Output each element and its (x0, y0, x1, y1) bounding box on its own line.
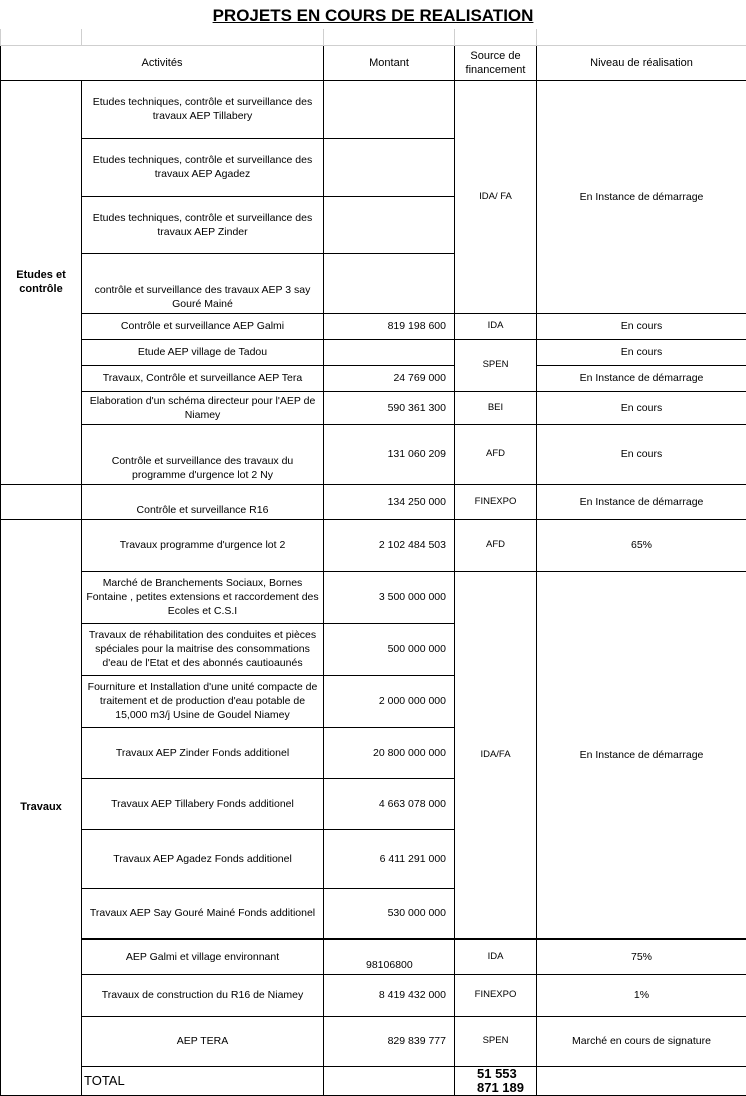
header-activites: Activités (1, 45, 324, 80)
amount-cell (324, 196, 455, 253)
status-cell: En cours (537, 391, 746, 424)
table-row (1, 519, 746, 571)
source-cell: IDA/ FA (455, 80, 537, 313)
activity-cell: AEP TERA (82, 1016, 324, 1066)
activity-cell: Etudes techniques, contrôle et surveillance des travaux AEP Agadez (82, 138, 324, 196)
amount-cell: 819 198 600 (324, 313, 455, 339)
activity-cell: Travaux AEP Zinder Fonds additionel (82, 727, 324, 778)
status-cell: En cours (537, 313, 746, 339)
activity-cell: Contrôle et surveillance R16 (82, 484, 324, 519)
activity-cell: Travaux programme d'urgence lot 2 (82, 519, 324, 571)
page-title: PROJETS EN COURS DE REALISATION (0, 0, 746, 30)
status-cell: En cours (537, 339, 746, 365)
activity-cell: Travaux AEP Tillabery Fonds additionel (82, 778, 324, 829)
table-row (1, 365, 746, 391)
projects-table (0, 29, 746, 1096)
group-travaux: Travaux (1, 519, 82, 1095)
status-cell: En Instance de démarrage (537, 484, 746, 519)
source-cell: SPEN (455, 339, 537, 391)
amount-cell: 590 361 300 (324, 391, 455, 424)
source-cell: IDA (455, 313, 537, 339)
activity-cell: Travaux AEP Say Gouré Mainé Fonds additionel (82, 888, 324, 939)
total-amount: 51 553 871 189 (455, 1066, 537, 1095)
activity-cell: Contrôle et surveillance AEP Galmi (82, 313, 324, 339)
table-row (1, 80, 746, 138)
status-cell: 65% (537, 519, 746, 571)
amount-cell: 2 102 484 503 (324, 519, 455, 571)
header-source: Source de financement (455, 45, 537, 80)
amount-cell: 8 419 432 000 (324, 974, 455, 1016)
activity-cell: Travaux AEP Agadez Fonds additionel (82, 829, 324, 888)
amount-cell: 131 060 209 (324, 424, 455, 484)
source-cell: IDA/FA (455, 571, 537, 939)
total-label: TOTAL (82, 1066, 324, 1095)
source-cell: AFD (455, 424, 537, 484)
amount-cell: 24 769 000 (324, 365, 455, 391)
amount-cell: 4 663 078 000 (324, 778, 455, 829)
amount-cell (324, 138, 455, 196)
total-row (1, 1066, 746, 1095)
activity-cell: AEP Galmi et village environnant (82, 939, 324, 974)
grid-strip (1, 29, 746, 45)
activity-cell: Travaux, Contrôle et surveillance AEP Tera (82, 365, 324, 391)
activity-cell: Etude AEP village de Tadou (82, 339, 324, 365)
activity-cell: Travaux de réhabilitation des conduites et pièces spéciales pour la maitrise des consommations d'eau de l'Etat et des abonnés cautioaunés (82, 623, 324, 675)
activity-cell: Etudes techniques, contrôle et surveillance des travaux AEP Tillabery (82, 80, 324, 138)
table-row (1, 939, 746, 974)
source-cell: FINEXPO (455, 484, 537, 519)
table-row (1, 974, 746, 1016)
status-cell: En Instance de démarrage (537, 571, 746, 939)
amount-cell: 3 500 000 000 (324, 571, 455, 623)
table-row (1, 484, 746, 519)
amount-cell: 500 000 000 (324, 623, 455, 675)
status-cell: 75% (537, 939, 746, 974)
amount-cell: 2 000 000 000 (324, 675, 455, 727)
status-cell: Marché en cours de signature (537, 1016, 746, 1066)
table-row (1, 391, 746, 424)
header-niveau: Niveau de réalisation (537, 45, 746, 80)
source-cell: FINEXPO (455, 974, 537, 1016)
status-cell: En Instance de démarrage (537, 365, 746, 391)
group-etudes: Etudes et contrôle (1, 80, 82, 484)
total-empty-cell (324, 1066, 455, 1095)
amount-cell: 134 250 000 (324, 484, 455, 519)
amount-cell: 20 800 000 000 (324, 727, 455, 778)
activity-cell: Etudes techniques, contrôle et surveillance des travaux AEP Zinder (82, 196, 324, 253)
source-cell: BEI (455, 391, 537, 424)
amount-cell (324, 339, 455, 365)
source-cell: IDA (455, 939, 537, 974)
amount-cell: 98106800 (324, 939, 455, 974)
activity-cell: Travaux de construction du R16 de Niamey (82, 974, 324, 1016)
amount-cell: 530 000 000 (324, 888, 455, 939)
amount-cell (324, 253, 455, 313)
activity-cell: Elaboration d'un schéma directeur pour l'AEP de Niamey (82, 391, 324, 424)
table-row (1, 424, 746, 484)
total-empty-cell (537, 1066, 746, 1095)
amount-cell: 6 411 291 000 (324, 829, 455, 888)
table-row (1, 339, 746, 365)
header-montant: Montant (324, 45, 455, 80)
table-row (1, 313, 746, 339)
empty-group-cell (1, 484, 82, 519)
activity-cell: Fourniture et Installation d'une unité compacte de traitement et de production d'eau potable de 15,000 m3/j Usine de Goudel Niamey (82, 675, 324, 727)
amount-cell: 829 839 777 (324, 1016, 455, 1066)
table-header (1, 45, 746, 80)
activity-cell: Contrôle et surveillance des travaux du programme d'urgence lot 2 Ny (82, 424, 324, 484)
activity-cell: Marché de Branchements Sociaux, Bornes Fontaine , petites extensions et raccordement des Ecoles et C.S.I (82, 571, 324, 623)
status-cell: 1% (537, 974, 746, 1016)
amount-cell (324, 80, 455, 138)
table-row (1, 1016, 746, 1066)
source-cell: AFD (455, 519, 537, 571)
activity-cell: contrôle et surveillance des travaux AEP 3 say Gouré Mainé (82, 253, 324, 313)
status-cell: En cours (537, 424, 746, 484)
source-cell: SPEN (455, 1016, 537, 1066)
status-cell: En Instance de démarrage (537, 80, 746, 313)
table-row (1, 571, 746, 623)
